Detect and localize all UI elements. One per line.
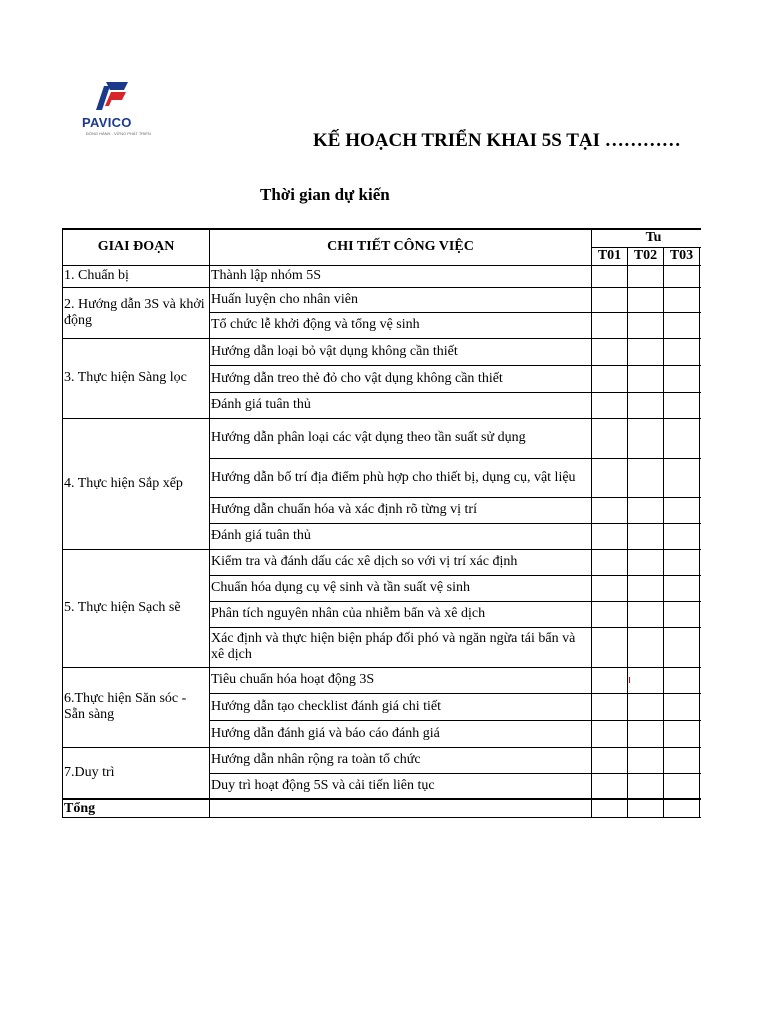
- week-cell[interactable]: [592, 392, 628, 418]
- week-cell[interactable]: [664, 720, 700, 747]
- total-cell: [700, 799, 702, 818]
- week-cell[interactable]: [628, 747, 664, 773]
- week-cell[interactable]: [592, 523, 628, 549]
- total-cell: [592, 799, 628, 818]
- week-cell[interactable]: [592, 365, 628, 392]
- task-cell: Hướng dẫn treo thẻ đỏ cho vật dụng không cần thiết: [210, 365, 592, 392]
- week-cell[interactable]: [700, 627, 702, 667]
- week-cell[interactable]: [700, 667, 702, 693]
- page-title: KẾ HOẠCH TRIỂN KHAI 5S TẠI …………: [313, 130, 681, 151]
- stage-cell: 1. Chuẩn bị: [63, 265, 210, 287]
- week-cell[interactable]: [664, 265, 700, 287]
- week-cell[interactable]: [700, 575, 702, 601]
- table-row: [63, 549, 702, 575]
- stage-cell: 2. Hướng dẫn 3S và khởi động: [63, 287, 210, 338]
- stage-cell: 3. Thực hiện Sàng lọc: [63, 338, 210, 418]
- page-subtitle: Thời gian dự kiến: [260, 185, 390, 204]
- week-cell[interactable]: [700, 392, 702, 418]
- week-cell[interactable]: [592, 418, 628, 458]
- week-cell[interactable]: [628, 575, 664, 601]
- week-cell[interactable]: [628, 667, 664, 693]
- col-detail-header: CHI TIẾT CÔNG VIỆC: [210, 229, 592, 265]
- week-cell[interactable]: [592, 575, 628, 601]
- week-cell[interactable]: [664, 549, 700, 575]
- task-cell: Hướng dẫn nhân rộng ra toàn tổ chức: [210, 747, 592, 773]
- week-cell[interactable]: [664, 627, 700, 667]
- week-cell[interactable]: [700, 338, 702, 365]
- logo-tagline: ĐỒNG HÀNH - VỮNG PHÁT TRIỂN: [86, 131, 151, 136]
- week-cell[interactable]: [664, 773, 700, 799]
- week-cell[interactable]: [628, 338, 664, 365]
- week-cell[interactable]: [628, 458, 664, 497]
- col-week-group-header: Tu: [592, 229, 702, 247]
- week-cell[interactable]: [664, 747, 700, 773]
- task-cell: Hướng dẫn bố trí địa điểm phù hợp cho thiết bị, dụng cụ, vật liệu: [210, 458, 592, 497]
- week-cell[interactable]: [628, 693, 664, 720]
- week-cell[interactable]: [664, 392, 700, 418]
- week-cell[interactable]: [700, 365, 702, 392]
- week-cell[interactable]: [592, 693, 628, 720]
- week-cell[interactable]: [664, 693, 700, 720]
- week-cell[interactable]: [628, 601, 664, 627]
- col-week-header: T03: [664, 247, 700, 265]
- week-cell[interactable]: [700, 601, 702, 627]
- task-cell: Hướng dẫn phân loại các vật dụng theo tần suất sử dụng: [210, 418, 592, 458]
- week-cell[interactable]: [592, 773, 628, 799]
- pavico-logo-mark-icon: [94, 82, 128, 112]
- table-row: [63, 265, 702, 287]
- week-cell[interactable]: [592, 627, 628, 667]
- week-cell[interactable]: [628, 720, 664, 747]
- task-cell: Hướng dẫn đánh giá và báo cáo đánh giá: [210, 720, 592, 747]
- task-cell: Thành lập nhóm 5S: [210, 265, 592, 287]
- plan-sheet: [62, 228, 701, 818]
- task-cell: Kiểm tra và đánh dấu các xê dịch so với vị trí xác định: [210, 549, 592, 575]
- week-cell[interactable]: [628, 497, 664, 523]
- week-cell[interactable]: [592, 265, 628, 287]
- total-row: [63, 799, 702, 818]
- task-cell: Tổ chức lễ khởi động và tổng vệ sinh: [210, 312, 592, 338]
- task-cell: Đánh giá tuân thủ: [210, 392, 592, 418]
- week-cell[interactable]: [664, 497, 700, 523]
- total-cell: [210, 799, 592, 818]
- stage-cell: 7.Duy trì: [63, 747, 210, 799]
- col-stage-header: GIAI ĐOẠN: [63, 229, 210, 265]
- task-cell: Tiêu chuẩn hóa hoạt động 3S: [210, 667, 592, 693]
- week-cell[interactable]: [664, 338, 700, 365]
- col-week-header: T02: [628, 247, 664, 265]
- week-cell[interactable]: [700, 265, 702, 287]
- table-row: [63, 287, 702, 312]
- pavico-logo: [78, 82, 151, 138]
- task-cell: Phân tích nguyên nhân của nhiễm bẩn và xê dịch: [210, 601, 592, 627]
- task-cell: Hướng dẫn tạo checklist đánh giá chi tiết: [210, 693, 592, 720]
- week-cell[interactable]: [592, 747, 628, 773]
- task-cell: Đánh giá tuân thủ: [210, 523, 592, 549]
- week-cell[interactable]: [592, 287, 628, 312]
- week-cell[interactable]: [628, 627, 664, 667]
- red-marker-icon: [629, 677, 630, 683]
- week-cell[interactable]: [664, 601, 700, 627]
- total-cell: [628, 799, 664, 818]
- week-cell[interactable]: [628, 773, 664, 799]
- col-week-header-cut: [700, 247, 702, 265]
- task-cell: Xác định và thực hiện biện pháp đối phó và ngăn ngừa tái bẩn và xê dịch: [210, 627, 592, 667]
- total-label: Tổng: [63, 799, 210, 818]
- week-cell[interactable]: [592, 458, 628, 497]
- task-cell: Huấn luyện cho nhân viên: [210, 287, 592, 312]
- table-row: [63, 747, 702, 773]
- stage-cell: 5. Thực hiện Sạch sẽ: [63, 549, 210, 667]
- week-cell[interactable]: [664, 667, 700, 693]
- week-cell[interactable]: [700, 720, 702, 747]
- week-cell[interactable]: [664, 312, 700, 338]
- week-cell[interactable]: [664, 418, 700, 458]
- table-row: [63, 418, 702, 458]
- week-cell[interactable]: [664, 365, 700, 392]
- stage-cell: 4. Thực hiện Sắp xếp: [63, 418, 210, 549]
- stage-cell: 6.Thực hiện Săn sóc - Sẵn sàng: [63, 667, 210, 747]
- week-cell[interactable]: [700, 747, 702, 773]
- week-cell[interactable]: [592, 549, 628, 575]
- total-cell: [664, 799, 700, 818]
- week-cell[interactable]: [700, 418, 702, 458]
- week-cell[interactable]: [664, 287, 700, 312]
- week-cell[interactable]: [664, 575, 700, 601]
- week-cell[interactable]: [700, 458, 702, 497]
- week-cell[interactable]: [700, 287, 702, 312]
- plan-table: [62, 228, 701, 818]
- logo-name: PAVICO: [82, 115, 132, 130]
- table-row: [63, 338, 702, 365]
- week-cell[interactable]: [700, 312, 702, 338]
- week-cell[interactable]: [592, 338, 628, 365]
- week-cell[interactable]: [592, 312, 628, 338]
- week-cell[interactable]: [664, 458, 700, 497]
- task-cell: Duy trì hoạt động 5S và cải tiến liên tục: [210, 773, 592, 799]
- week-cell[interactable]: [700, 773, 702, 799]
- week-cell[interactable]: [700, 693, 702, 720]
- week-cell[interactable]: [700, 549, 702, 575]
- week-cell[interactable]: [592, 601, 628, 627]
- week-cell[interactable]: [628, 392, 664, 418]
- col-week-header: T01: [592, 247, 628, 265]
- week-cell[interactable]: [700, 497, 702, 523]
- week-cell[interactable]: [628, 523, 664, 549]
- week-cell[interactable]: [592, 497, 628, 523]
- week-cell[interactable]: [628, 287, 664, 312]
- week-cell[interactable]: [628, 418, 664, 458]
- week-cell[interactable]: [628, 549, 664, 575]
- task-cell: Chuẩn hóa dụng cụ vệ sinh và tần suất vệ sinh: [210, 575, 592, 601]
- week-cell[interactable]: [628, 365, 664, 392]
- week-cell[interactable]: [700, 523, 702, 549]
- week-cell[interactable]: [664, 523, 700, 549]
- week-cell[interactable]: [628, 265, 664, 287]
- week-cell[interactable]: [628, 312, 664, 338]
- task-cell: Hướng dẫn loại bỏ vật dụng không cần thiết: [210, 338, 592, 365]
- week-cell[interactable]: [592, 720, 628, 747]
- week-cell[interactable]: [592, 667, 628, 693]
- table-row: [63, 667, 702, 693]
- task-cell: Hướng dẫn chuẩn hóa và xác định rõ từng vị trí: [210, 497, 592, 523]
